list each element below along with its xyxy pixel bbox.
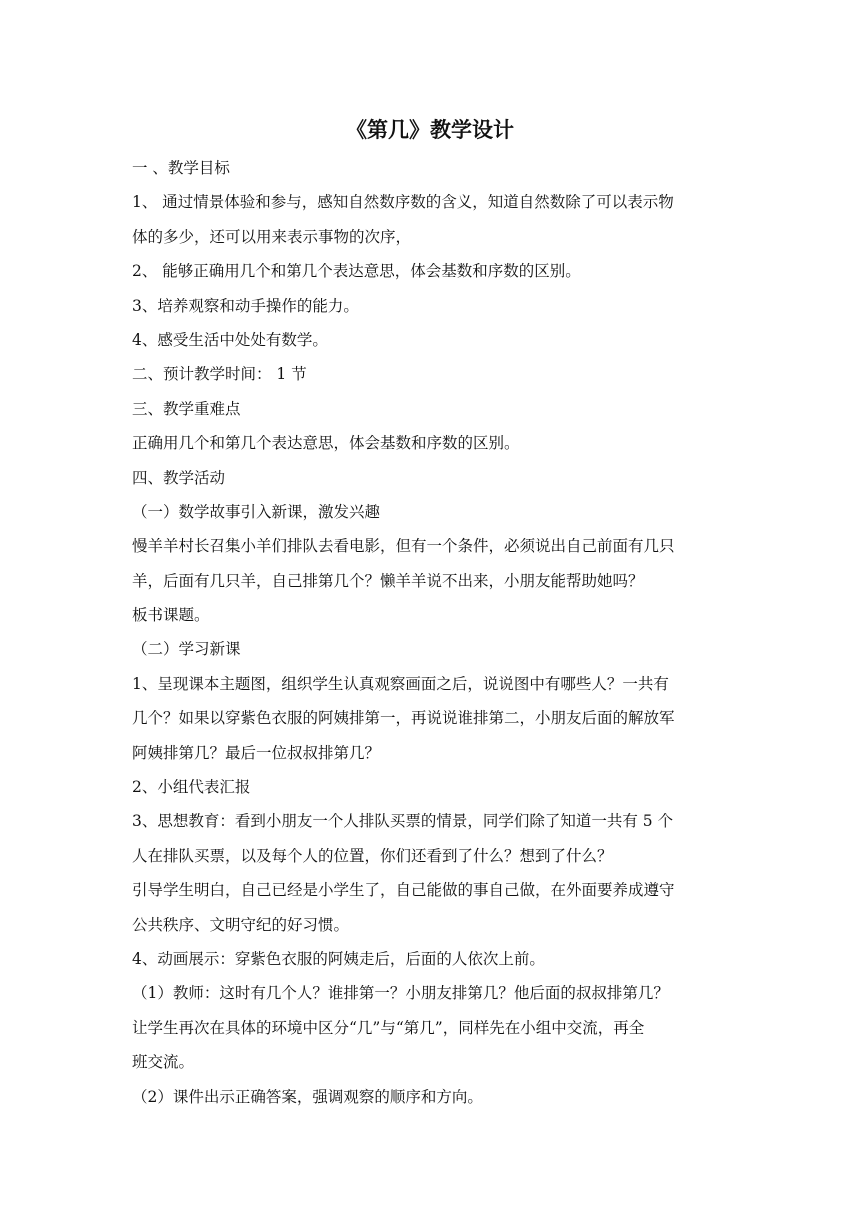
text-line: 正确用几个和第几个表达意思，体会基数和序数的区别。 <box>132 434 520 453</box>
text-line: 几个？如果以穿紫色衣服的阿姨排第一，再说说谁排第二，小朋友后面的解放军 <box>132 709 675 728</box>
text-line: （一）数学故事引入新课，激发兴趣 <box>132 502 381 521</box>
text-line: 一 、教学目标 <box>132 159 230 177</box>
text-line: （1）教师：这时有几个人？谁排第一？小朋友排第几？他后面的叔叔排第几？ <box>132 984 669 1003</box>
text-line: 羊，后面有几只羊，自己排第几个？懒羊羊说不出来，小朋友能帮助她吗？ <box>132 571 644 590</box>
document-title: 《第几》教学设计 <box>346 118 514 142</box>
text-line: 引导学生明白，自己已经是小学生了，自己能做的事自己做，在外面要养成遵守 <box>132 881 675 900</box>
text-line: 公共秩序、文明守纪的好习惯。 <box>132 915 350 934</box>
document-body <box>132 151 732 1114</box>
text-line: 让学生再次在具体的环境中区分“几”与“第几”，同样先在小组中交流，再全 <box>132 1018 645 1037</box>
text-line: 人在排队买票，以及每个人的位置，你们还看到了什么？想到了什么？ <box>132 846 613 865</box>
text-line: 1、呈现课本主题图，组织学生认真观察画面之后，说说图中有哪些人？一共有 <box>132 674 669 693</box>
text-line: 三、教学重难点 <box>132 399 241 418</box>
text-line: 2、 能够正确用几个和第几个表达意思，体会基数和序数的区别。 <box>132 262 581 281</box>
text-line: 4、动画展示：穿紫色衣服的阿姨走后，后面的人依次上前。 <box>132 949 545 968</box>
text-line: （2）课件出示正确答案，强调观察的顺序和方向。 <box>132 1087 483 1106</box>
text-line: 3、培养观察和动手操作的能力。 <box>132 296 359 315</box>
text-line: （二）学习新课 <box>132 640 241 659</box>
text-line: 班交流。 <box>132 1053 195 1072</box>
text-line: 慢羊羊村长召集小羊们排队去看电影，但有一个条件，必须说出自己前面有几只 <box>132 537 675 556</box>
text-line: 板书课题。 <box>132 606 210 625</box>
text-line: 3、思想教育：看到小朋友一个人排队买票的情景，同学们除了知道一共有 5 个 <box>132 812 674 831</box>
text-line: 二、预计教学时间： 1 节 <box>132 365 307 384</box>
text-line: 体的多少，还可以用来表示事物的次序， <box>132 227 412 246</box>
text-line: 1、 通过情景体验和参与，感知自然数序数的含义，知道自然数除了可以表示物 <box>132 193 674 212</box>
text-line: 4、感受生活中处处有数学。 <box>132 330 328 349</box>
text-line: 四、教学活动 <box>132 468 226 487</box>
text-line: 2、小组代表汇报 <box>132 778 251 797</box>
text-line: 阿姨排第几？最后一位叔叔排第几？ <box>132 743 381 762</box>
